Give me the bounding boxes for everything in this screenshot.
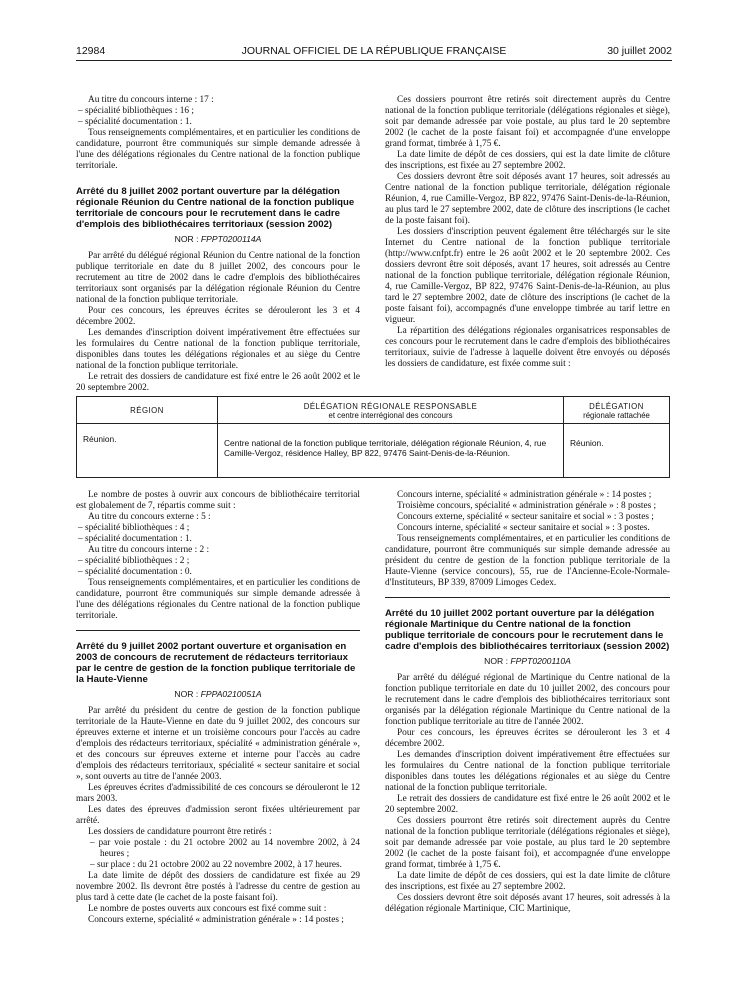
paragraph: Concours interne, spécialité « administration générale » : 14 postes ; xyxy=(397,490,652,500)
paragraph: La répartition des délégations régionales organisatrices responsables de ces concours pour le recrutement dans le cadre d'emplois des bibliothécaires territoriaux, suivie de l'adresse à laquelle doivent être envoyés ou déposés les dossiers de candidature, est fixée comme suit : xyxy=(385,326,670,369)
cell-attached: Réunion. xyxy=(570,438,604,448)
paragraph: Ces dossiers pourront être retirés soit directement auprès du Centre national de la fonction publique territoriale (délégations régionales et siège), soit par demande adressée par voie postale, au plus tard le 20 septembre 2002 (le cachet de la poste faisant foi), et accompagnée d'une enveloppe grand format, timbrée à 1,75 €. xyxy=(385,816,670,870)
paragraph: Par arrêté du délégué régional de Martinique du Centre national de la fonction publique territoriale en date du 10 juillet 2002, des concours pour le recrutement dans le cadre d'emplois des bibliothécaires territoriaux sont organisés par la délégation régionale Martinique du Centre national de la fonction publique territoriale au titre de l'année 2002. xyxy=(385,673,670,727)
nor-reference xyxy=(385,656,670,667)
table-column-attached xyxy=(564,397,669,477)
nor-reference xyxy=(76,689,360,700)
section-divider xyxy=(76,630,360,631)
column-bottom-right xyxy=(385,490,670,915)
column-bottom-left xyxy=(76,490,360,926)
paragraph: Concours externe, spécialité « administration générale » : 14 postes ; xyxy=(88,915,344,925)
section-divider xyxy=(385,597,670,598)
paragraph: Pour ces concours, les épreuves écrites se dérouleront les 3 et 4 décembre 2002. xyxy=(76,306,360,327)
paragraph: Les dossiers de candidature pourront être retirés : xyxy=(88,827,272,837)
paragraph: Troisième concours, spécialité « administration générale » : 8 postes ; xyxy=(397,501,657,511)
decree-heading: Arrêté du 8 juillet 2002 portant ouverture par la délégation régionale Réunion du Centre national de la fonction publique territoriale de concours pour le recrutement dans le cadre d'emplois des bibliothécaires territoriaux (session 2002) xyxy=(76,186,355,230)
paragraph: Pour ces concours, les épreuves écrites se dérouleront les 3 et 4 décembre 2002. xyxy=(385,728,670,749)
column-top-left xyxy=(76,95,360,394)
paragraph: Le nombre de postes ouverts aux concours est fixé comme suit : xyxy=(88,904,327,914)
cell-region: Réunion. xyxy=(83,434,117,444)
nor-code: FPPA0210051A xyxy=(200,689,262,699)
issue-date: 30 juillet 2002 xyxy=(607,45,672,57)
nor-label: NOR : xyxy=(174,689,201,699)
list-item: – spécialité documentation : 0. xyxy=(78,567,192,577)
column-header-attached: DÉLÉGATION régionale rattachée xyxy=(583,402,650,420)
paragraph: La date limite de dépôt de ces dossiers, qui est la date limite de clôture des inscriptions, est fixée au 27 septembre 2002. xyxy=(385,150,670,171)
paragraph: Les demandes d'inscription doivent impérativement être effectuées sur les formulaires du Centre national de la fonction publique territoriale, disponibles dans toutes les délégations régionales et au siège du Centre national de la fonction publique territoriale. xyxy=(76,328,360,371)
table-column-region xyxy=(77,397,218,477)
paragraph: Concours interne, spécialité « secteur sanitaire et social » : 3 postes. xyxy=(397,523,650,533)
nor-label: NOR : xyxy=(174,234,201,244)
paragraph: Le retrait des dossiers de candidature est fixé entre le 26 août 2002 et le 20 septembre 2002. xyxy=(385,794,670,815)
nor-label: NOR : xyxy=(484,656,511,666)
paragraph: Les demandes d'inscription doivent impérativement être effectuées sur les formulaires du Centre national de la fonction publique territoriale disponibles dans toutes les délégations régionales et au siège du Centre national de la fonction publique territoriale. xyxy=(385,750,670,793)
paragraph: Le nombre de postes à ouvrir aux concours de bibliothécaire territorial est globalement de 7, répartis comme suit : xyxy=(76,490,360,511)
column-top-right xyxy=(385,95,670,370)
column-header-region: RÉGION xyxy=(130,406,164,415)
nor-code: FPPT0200110A xyxy=(510,656,571,666)
paragraph: Tous renseignements complémentaires, et en particulier les conditions de candidature, pourront être communiqués sur simple demande adressée à l'une des délégations régionales du Centre national de la fonction publique territoriale. xyxy=(76,578,360,621)
paragraph: Au titre du concours externe : 5 : xyxy=(88,512,211,522)
list-item: – sur place : du 21 octobre 2002 au 22 novembre 2002, à 17 heures. xyxy=(90,860,342,870)
table-column-delegation xyxy=(218,397,564,477)
paragraph: La date limite de dépôt de ces dossiers, qui est la date limite de clôture des inscriptions, est fixée au 27 septembre 2002. xyxy=(385,871,670,892)
column-header-delegation: DÉLÉGATION RÉGIONALE RESPONSABLE et centre interrégional des concours xyxy=(303,402,478,420)
paragraph: Les épreuves écrites d'admissibilité de ces concours se dérouleront le 12 mars 2003. xyxy=(76,783,360,804)
paragraph: Les dates des épreuves d'admission seront fixées ultérieurement par arrêté. xyxy=(76,805,360,826)
paragraph: Au titre du concours interne : 17 : xyxy=(88,95,214,105)
list-item: – spécialité bibliothèques : 4 ; xyxy=(78,523,190,533)
paragraph: Tous renseignements complémentaires, et en particulier les conditions de candidature, pourront être communiqués sur simple demande adressée au président du centre de gestion de la fonction publique territoriale de la Haute-Vienne (service concours), 55, rue de l'Ancienne-Ecole-Normale-d'Instituteurs, BP 339, 87009 Limoges Cedex. xyxy=(385,534,670,588)
list-item: – spécialité documentation : 1. xyxy=(78,117,192,127)
decree-heading: Arrêté du 9 juillet 2002 portant ouverture et organisation en 2003 de concours de recrutement de rédacteurs territoriaux par le centre de gestion de la fonction publique territoriale de la Haute-Vienne xyxy=(76,641,356,685)
list-item: – spécialité bibliothèques : 16 ; xyxy=(78,106,194,116)
paragraph: Les dossiers d'inscription peuvent également être téléchargés sur le site Internet du Centre national de la fonction publique territoriale (http://www.cnfpt.fr) entre le 26 août 2002 et le 20 septembre 2002. Ces dossiers devront être soit déposés, avant 17 heures, soit adressés au Centre national de la fonction publique territoriale, délégation régionale Réunion, 4, rue Camille-Vergoz, BP 822, 97476 Saint-Denis-de-la-Réunion, au plus tard le 27 septembre 2002, date de clôture des inscriptions (le cachet de la poste faisant foi), accompagnés d'une enveloppe timbrée au tarif lettre en vigueur. xyxy=(385,227,670,325)
list-item: – par voie postale : du 21 octobre 2002 au 14 novembre 2002, à 24 heures ; xyxy=(90,838,360,859)
nor-reference xyxy=(76,234,360,245)
decree-heading: Arrêté du 10 juillet 2002 portant ouverture par la délégation régionale Martinique du Centre national de la fonction publique territoriale de concours pour le recrutement dans le cadre d'emplois des bibliothécaires territoriaux (session 2002) xyxy=(385,608,670,652)
page-number: 12984 xyxy=(76,45,106,57)
paragraph: Ces dossiers devront être soit déposés avant 17 heures, soit adressés à la délégation régionale Martinique, CIC Martinique, xyxy=(385,893,670,914)
paragraph: Concours externe, spécialité « secteur sanitaire et social » : 3 postes ; xyxy=(397,512,654,522)
nor-code: FPPT0200114A xyxy=(200,234,262,244)
cell-delegation: Centre national de la fonction publique territoriale, délégation régionale Réunion, 4, rue Camille-Vergoz, résidence Halley, BP 822, 97476 Saint-Denis-de-la-Réunion. xyxy=(224,438,547,458)
paragraph: Tous renseignements complémentaires, et en particulier les conditions de candidature, pourront être communiqués sur simple demande adressée à l'une des délégations régionales du Centre national de la fonction publique territoriale. xyxy=(76,128,360,171)
paragraph: Au titre du concours interne : 2 : xyxy=(88,545,210,555)
paragraph: La date limite de dépôt des dossiers de candidature est fixée au 29 novembre 2002. Ils devront être postés à l'adresse du centre de gestion au plus tard à cette date (le cachet de la poste faisant foi). xyxy=(76,871,360,903)
journal-title: JOURNAL OFFICIEL DE LA RÉPUBLIQUE FRANÇAISE xyxy=(241,45,507,57)
paragraph: Le retrait des dossiers de candidature est fixé entre le 26 août 2002 et le 20 septembre 2002. xyxy=(76,372,360,393)
paragraph: Ces dossiers devront être soit déposés avant 17 heures, soit adressés au Centre national de la fonction publique territoriale, délégation régionale Réunion, 4, rue Camille-Vergoz, BP 822, 97476 Saint-Denis-de-la-Réunion, au plus tard le 27 septembre 2002, date de clôture des inscriptions (le cachet de la poste faisant foi). xyxy=(385,172,670,226)
delegation-table xyxy=(76,396,670,478)
list-item: – spécialité documentation : 1. xyxy=(78,534,192,544)
paragraph: Ces dossiers pourront être retirés soit directement auprès du Centre national de la fonction publique territoriale (délégations régionales et siège), soit par demande adressée par voie postale, au plus tard le 20 septembre 2002 (le cachet de la poste faisant foi) et accompagnée d'une enveloppe grand format, timbrée à 1,75 €. xyxy=(385,95,670,149)
header-rule xyxy=(76,60,672,61)
paragraph: Par arrêté du délégué régional Réunion du Centre national de la fonction publique territoriale en date du 8 juillet 2002, des concours pour le recrutement au titre de 2002 dans le cadre d'emplois des bibliothécaires territoriaux sont organisés par la délégation régionale Réunion du Centre national de la fonction publique territoriale. xyxy=(76,251,360,305)
list-item: – spécialité bibliothèques : 2 ; xyxy=(78,556,190,566)
paragraph: Par arrêté du président du centre de gestion de la fonction publique territoriale de la Haute-Vienne en date du 9 juillet 2002, des concours sur épreuves externe et interne et un troisième concours pour l'accès au cadre d'emplois des rédacteurs territoriaux, spécialité « administration générale », et des concours sur épreuves externe et interne pour l'accès au cadre d'emplois des rédacteurs territoriaux, spécialité « secteur sanitaire et social », sont ouverts au titre de l'année 2003. xyxy=(76,706,360,782)
